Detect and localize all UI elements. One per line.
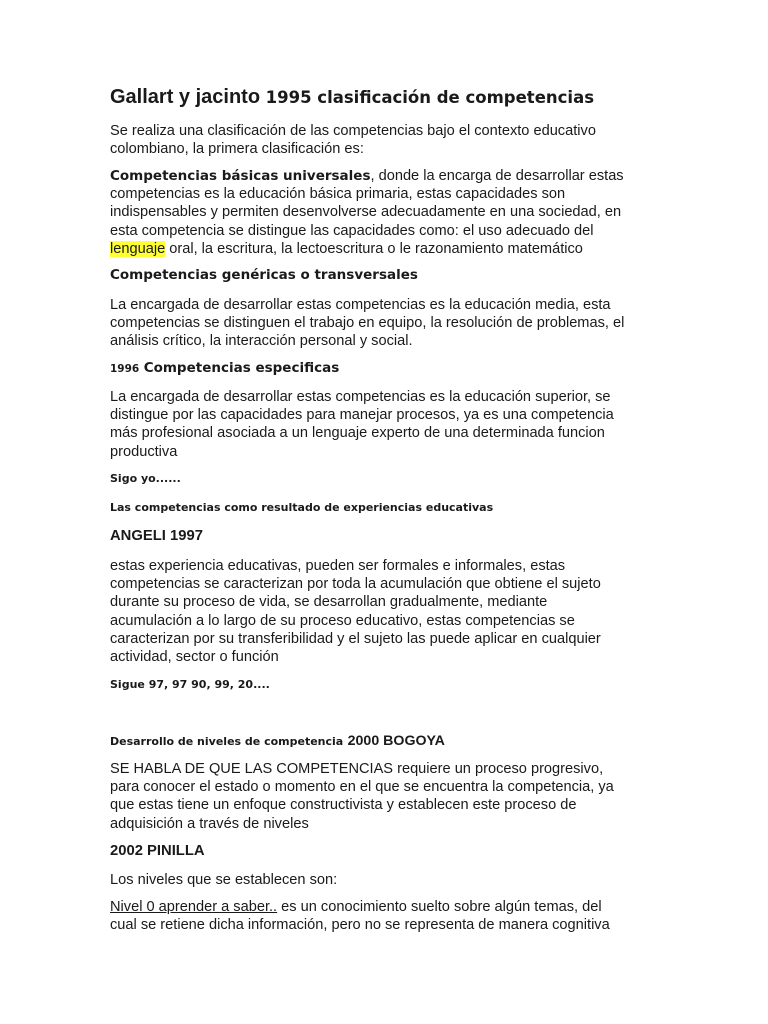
text-line: SE HABLA DE QUE LAS COMPETENCIAS requiere un proceso progresivo, — [110, 761, 604, 777]
title-authors: Gallart y jacinto — [110, 86, 261, 108]
note-sigo: Sigo yo...... — [110, 472, 181, 485]
niveles-year: 2000 BOGOYA — [347, 733, 445, 749]
niveles-title: Desarrollo de niveles de competencia — [110, 735, 344, 748]
especificas-year: 1996 — [110, 363, 140, 375]
angeli-paragraph — [110, 557, 670, 666]
title-subject: 1995 clasificación de competencias — [265, 88, 595, 107]
text-line: caracterizan por su transferibilidad y el sujeto las puede aplicar en cualquier — [110, 630, 601, 647]
pinilla-heading: 2002 PINILLA — [110, 843, 205, 859]
nivel0-paragraph — [110, 898, 670, 934]
nivel0-label: Nivel 0 aprender a saber.. — [110, 899, 278, 915]
text-line: estas experiencia educativas, pueden ser formales e informales, estas — [110, 558, 566, 574]
text-line: indispensables y permiten desenvolverse adecuadamente en una sociedad, en — [110, 204, 622, 221]
text-line: Competencias básicas universales, donde la encarga de desarrollar estas — [110, 168, 624, 184]
text-line: esta competencia se distingue las capacidades como: el uso adecuado del — [110, 222, 594, 239]
text-line: productiva — [110, 443, 178, 460]
text-line: distingue por las capacidades para manejar procesos, ya es una competencia — [110, 407, 614, 424]
text-line: adquisición a través de niveles — [110, 815, 309, 832]
intro-paragraph — [110, 122, 670, 158]
text-line: para conocer el estado o momento en el que se encuentra la competencia, ya — [110, 779, 614, 796]
text-line: actividad, sector o función — [110, 649, 279, 666]
basicas-paragraph — [110, 167, 670, 258]
text-line: lenguaje oral, la escritura, la lectoescritura o le razonamiento matemático — [110, 240, 583, 257]
text-line: Los niveles que se establecen son: — [110, 872, 338, 888]
text-line: Nivel 0 aprender a saber.. es un conocimiento suelto sobre algún temas, del — [110, 899, 602, 915]
basicas-heading: Competencias básicas universales — [110, 168, 371, 184]
highlighted-word: lenguaje — [110, 240, 166, 257]
niveles-heading — [110, 732, 670, 750]
text-line: La encargada de desarrollar estas competencias es la educación superior, se — [110, 389, 611, 405]
resultado-heading: Las competencias como resultado de experiencias educativas — [110, 501, 494, 514]
text-line: análisis crítico, la interacción personal y social. — [110, 333, 413, 350]
text-line: Se realiza una clasificación de las competencias bajo el contexto educativo — [110, 123, 596, 139]
especificas-paragraph — [110, 388, 670, 461]
niveles-paragraph — [110, 760, 670, 833]
page-title — [110, 86, 670, 109]
especificas-heading — [110, 359, 670, 377]
note-sigue: Sigue 97, 97 90, 99, 20.... — [110, 678, 270, 691]
text-line: competencias se caracterizan por toda la acumulación que obtiene el sujeto — [110, 576, 601, 593]
text-line: competencias es la educación básica primaria, estas capacidades son — [110, 186, 566, 203]
text-line: cual se retiene dicha información, pero no se representa de manera cognitiva — [110, 917, 610, 934]
angeli-heading: ANGELI 1997 — [110, 528, 203, 544]
text-line: más profesional asociada a un lenguaje experto de una determinada funcion — [110, 425, 605, 442]
genericas-heading: Competencias genéricas o transversales — [110, 267, 418, 283]
genericas-paragraph — [110, 296, 670, 351]
text-line: colombiano, la primera clasificación es: — [110, 141, 364, 158]
text-line: que estas tiene un enfoque constructivista y establecen este proceso de — [110, 797, 577, 814]
pinilla-paragraph — [110, 871, 670, 889]
text-line: durante su proceso de vida, se desarrollan gradualmente, mediante — [110, 594, 548, 611]
text-line: acumulación a lo largo de su proceso educativo, estas competencias se — [110, 612, 575, 629]
especificas-title: Competencias especificas — [143, 360, 340, 376]
text-line: competencias se distinguen el trabajo en equipo, la resolución de problemas, el — [110, 315, 625, 332]
text-line: La encargada de desarrollar estas competencias es la educación media, esta — [110, 297, 611, 313]
